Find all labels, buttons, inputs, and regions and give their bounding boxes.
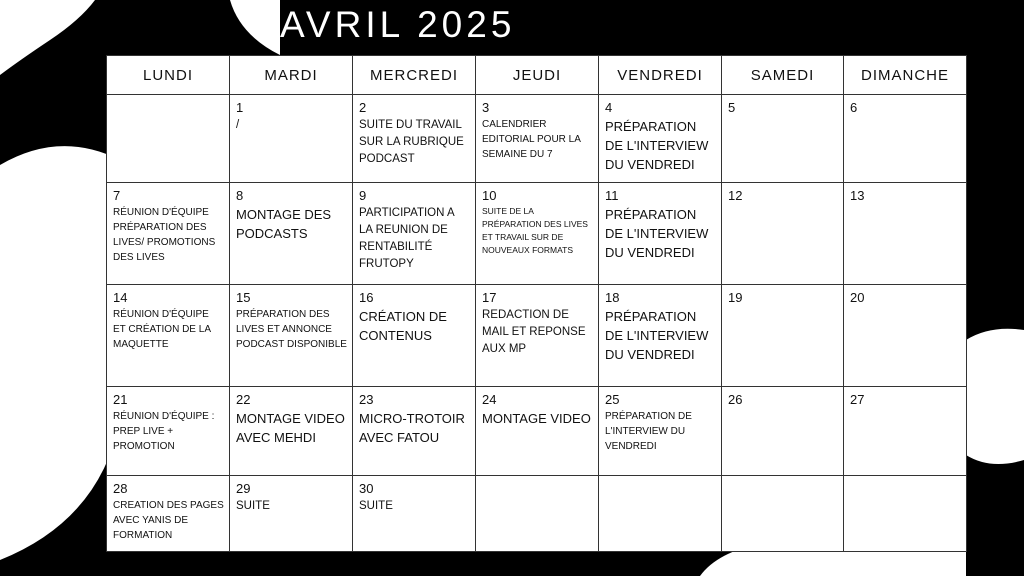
day-number: 22 bbox=[236, 392, 251, 407]
day-cell bbox=[107, 387, 230, 476]
day-cell bbox=[230, 183, 353, 285]
day-event-text: SUITE DU TRAVAIL SUR LA RUBRIQUE PODCAST bbox=[359, 119, 464, 166]
day-cell bbox=[353, 183, 476, 285]
day-cell bbox=[844, 387, 967, 476]
weekday-header: SAMEDI bbox=[722, 56, 844, 95]
day-cell bbox=[844, 183, 967, 285]
day-number: 8 bbox=[236, 188, 244, 203]
day-number: 7 bbox=[113, 188, 121, 203]
day-number: 26 bbox=[728, 392, 743, 407]
day-cell bbox=[230, 387, 353, 476]
day-cell bbox=[107, 476, 230, 552]
day-event-text: RÉUNION D'ÉQUIPE ET CRÉATION DE LA MAQUETTE bbox=[113, 309, 211, 351]
day-number: 23 bbox=[359, 392, 374, 407]
day-cell bbox=[599, 476, 722, 552]
day-cell bbox=[844, 95, 967, 183]
day-cell bbox=[599, 387, 722, 476]
day-event-text: PARTICIPATION A LA REUNION DE RENTABILITÉ FRUTOPY bbox=[359, 207, 455, 271]
day-number: 17 bbox=[482, 290, 497, 305]
day-cell bbox=[722, 387, 844, 476]
day-number: 10 bbox=[482, 188, 497, 203]
weekday-header: DIMANCHE bbox=[844, 56, 967, 95]
day-number: 28 bbox=[113, 481, 128, 496]
weekday-header: VENDREDI bbox=[599, 56, 722, 95]
day-cell bbox=[476, 183, 599, 285]
day-cell bbox=[476, 95, 599, 183]
day-cell bbox=[353, 285, 476, 387]
weekday-header-row bbox=[107, 56, 967, 95]
day-cell bbox=[722, 183, 844, 285]
day-event-text: MONTAGE VIDEO AVEC MEHDI bbox=[236, 411, 345, 446]
day-cell bbox=[476, 285, 599, 387]
day-cell bbox=[476, 476, 599, 552]
day-number: 5 bbox=[728, 100, 736, 115]
day-number: 18 bbox=[605, 290, 620, 305]
day-number: 21 bbox=[113, 392, 128, 407]
day-cell bbox=[599, 183, 722, 285]
day-number: 15 bbox=[236, 290, 251, 305]
weekday-header: MARDI bbox=[230, 56, 353, 95]
day-event-text: MICRO-TROTOIR AVEC FATOU bbox=[359, 411, 465, 446]
week-row bbox=[107, 387, 967, 476]
day-cell bbox=[599, 285, 722, 387]
day-number: 9 bbox=[359, 188, 367, 203]
day-number: 24 bbox=[482, 392, 497, 407]
day-cell bbox=[107, 183, 230, 285]
day-event-text: MONTAGE DES PODCASTS bbox=[236, 207, 332, 242]
day-event-text: CALENDRIER EDITORIAL POUR LA SEMAINE DU 7 bbox=[482, 119, 581, 161]
day-event-text: PRÉPARATION DES LIVES ET ANNONCE PODCAST DISPONIBLE bbox=[236, 309, 347, 351]
day-cell bbox=[844, 476, 967, 552]
week-row bbox=[107, 183, 967, 285]
day-cell bbox=[230, 476, 353, 552]
day-cell bbox=[353, 387, 476, 476]
day-number: 2 bbox=[359, 100, 367, 115]
day-event-text: RÉUNION D'ÉQUIPE : PREP LIVE + PROMOTION bbox=[113, 411, 215, 453]
page-title: AVRIL 2025 bbox=[280, 4, 516, 45]
day-cell bbox=[722, 476, 844, 552]
day-event-text: REDACTION DE MAIL ET REPONSE AUX MP bbox=[482, 309, 586, 356]
week-row bbox=[107, 95, 967, 183]
day-number: 12 bbox=[728, 188, 743, 203]
day-cell bbox=[722, 285, 844, 387]
weekday-header: JEUDI bbox=[476, 56, 599, 95]
day-event-text: CREATION DES PAGES AVEC YANIS DE FORMATION bbox=[113, 500, 224, 542]
day-event-text: PRÉPARATION DE L'INTERVIEW DU VENDREDI bbox=[605, 119, 709, 173]
day-event-text: MONTAGE VIDEO bbox=[482, 411, 591, 427]
day-number: 27 bbox=[850, 392, 865, 407]
day-event-text: PRÉPARATION DE L'INTERVIEW DU VENDREDI bbox=[605, 309, 709, 363]
day-event-text: SUITE bbox=[359, 500, 393, 513]
day-cell bbox=[230, 95, 353, 183]
day-cell bbox=[230, 285, 353, 387]
calendar-grid bbox=[106, 55, 967, 552]
day-number: 6 bbox=[850, 100, 858, 115]
day-number: 29 bbox=[236, 481, 251, 496]
day-event-text: RÉUNION D'ÉQUIPE PRÉPARATION DES LIVES/ PROMOTIONS DES LIVES bbox=[113, 207, 216, 264]
day-cell bbox=[353, 476, 476, 552]
day-cell bbox=[107, 285, 230, 387]
day-cell bbox=[844, 285, 967, 387]
day-event-text: PRÉPARATION DE L'INTERVIEW DU VENDREDI bbox=[605, 207, 709, 261]
week-row bbox=[107, 285, 967, 387]
day-number: 11 bbox=[605, 188, 619, 203]
weekday-header: LUNDI bbox=[107, 56, 230, 95]
weekday-header: MERCREDI bbox=[353, 56, 476, 95]
day-event-text: / bbox=[236, 119, 240, 132]
day-cell bbox=[353, 95, 476, 183]
day-number: 16 bbox=[359, 290, 374, 305]
day-number: 4 bbox=[605, 100, 613, 115]
day-number: 3 bbox=[482, 100, 490, 115]
day-cell bbox=[722, 95, 844, 183]
day-event-text: PRÉPARATION DE L'INTERVIEW DU VENDREDI bbox=[605, 411, 692, 453]
day-event-text: SUITE DE LA PRÉPARATION DES LIVES ET TRAVAIL SUR DE NOUVEAUX FORMATS bbox=[482, 206, 588, 256]
day-number: 14 bbox=[113, 290, 128, 305]
day-number: 30 bbox=[359, 481, 374, 496]
day-event-text: CRÉATION DE CONTENUS bbox=[359, 309, 447, 344]
day-number: 1 bbox=[236, 100, 244, 115]
day-cell bbox=[476, 387, 599, 476]
day-number: 20 bbox=[850, 290, 865, 305]
day-event-text: SUITE bbox=[236, 500, 270, 513]
day-number: 13 bbox=[850, 188, 865, 203]
week-row bbox=[107, 476, 967, 552]
day-number: 25 bbox=[605, 392, 620, 407]
day-cell bbox=[599, 95, 722, 183]
day-cell bbox=[107, 95, 230, 183]
day-number: 19 bbox=[728, 290, 743, 305]
